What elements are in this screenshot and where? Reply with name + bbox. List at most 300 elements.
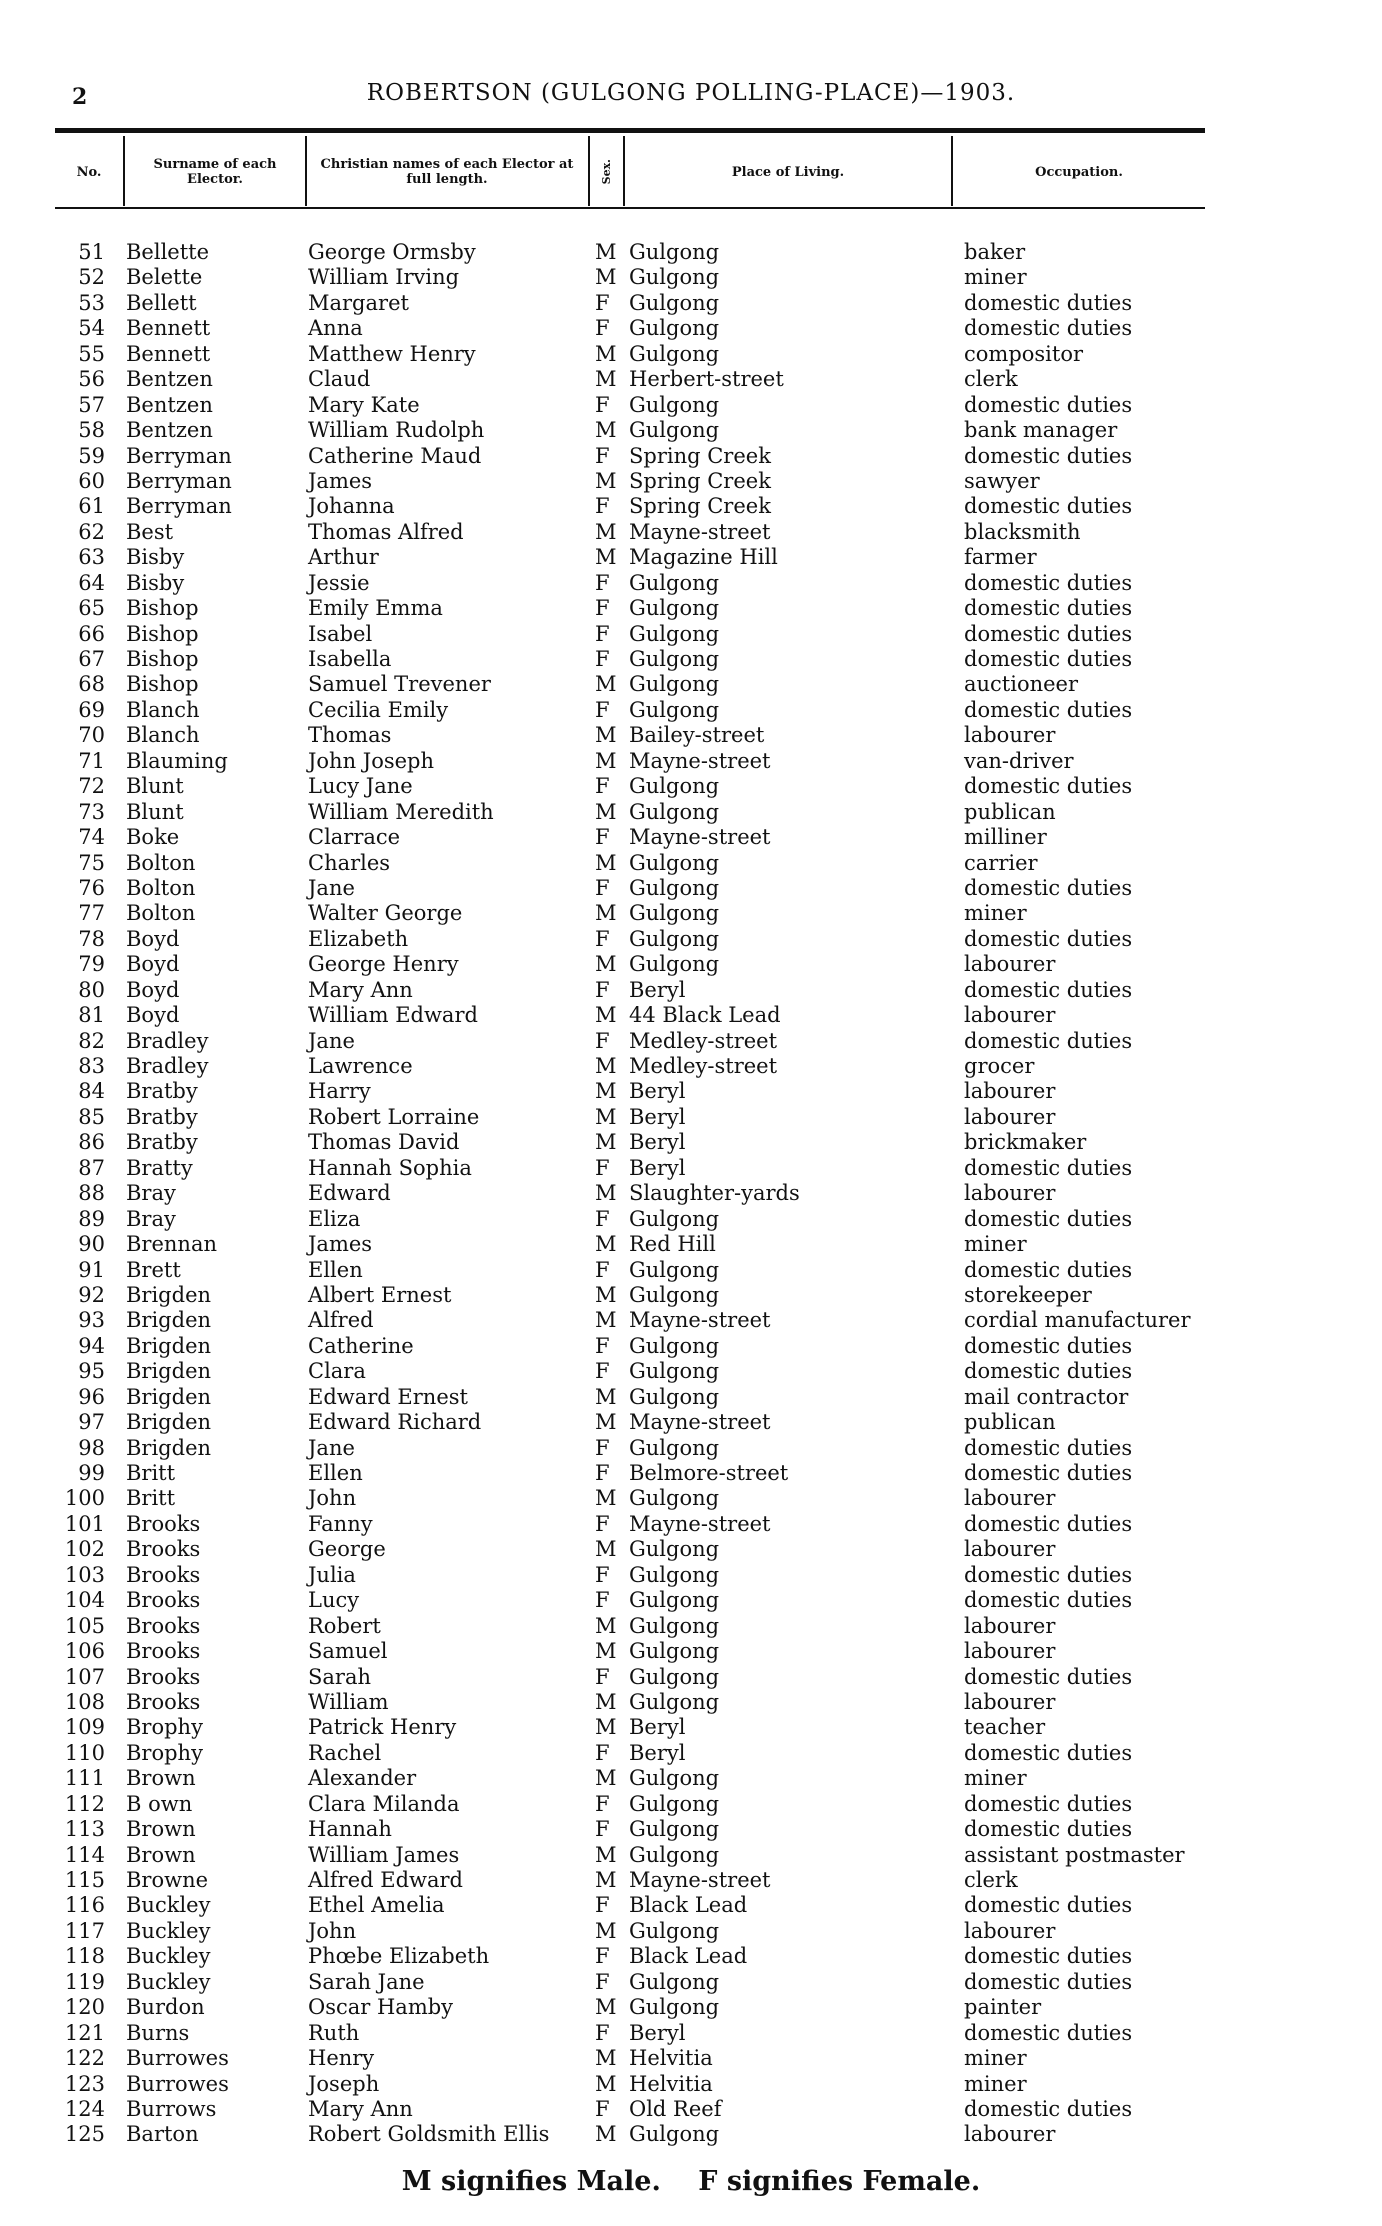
elector-row <box>0 2097 1382 2122</box>
elector-occupation: domestic duties <box>964 1511 1133 1536</box>
elector-surname: Boyd <box>126 926 180 951</box>
elector-number: 70 <box>78 723 105 748</box>
elector-christian-names: Oscar Hamby <box>308 1995 454 2020</box>
column-header-christian: Christian names of each Elector at full length. <box>320 157 574 187</box>
elector-surname: Brophy <box>126 1740 203 1765</box>
elector-number: 119 <box>64 1969 105 1994</box>
elector-occupation: assistant postmaster <box>964 1842 1185 1867</box>
elector-place-of-living: 44 Black Lead <box>629 1003 781 1028</box>
elector-sex: M <box>595 519 617 544</box>
elector-number: 93 <box>78 1308 105 1333</box>
elector-place-of-living: Beryl <box>629 1104 686 1129</box>
elector-christian-names: Arthur <box>308 545 379 570</box>
elector-christian-names: Cecilia Emily <box>308 697 449 722</box>
elector-surname: B own <box>126 1791 193 1816</box>
elector-place-of-living: Gulgong <box>629 1206 720 1231</box>
elector-row <box>0 1893 1382 1918</box>
elector-place-of-living: Gulgong <box>629 1842 720 1867</box>
elector-number: 59 <box>78 443 105 468</box>
elector-place-of-living: Beryl <box>629 1079 686 1104</box>
elector-row <box>0 1690 1382 1715</box>
elector-number: 107 <box>64 1664 105 1689</box>
elector-row <box>0 1029 1382 1054</box>
elector-sex: M <box>595 1410 617 1435</box>
elector-sex: F <box>595 1511 610 1536</box>
elector-place-of-living: Mayne-street <box>629 1308 771 1333</box>
elector-occupation: domestic duties <box>964 774 1133 799</box>
elector-sex: M <box>595 1995 617 2020</box>
elector-place-of-living: Red Hill <box>629 1232 716 1257</box>
elector-christian-names: Alexander <box>308 1766 417 1791</box>
elector-place-of-living: Gulgong <box>629 875 720 900</box>
elector-christian-names: George Henry <box>308 952 459 977</box>
elector-row <box>0 723 1382 748</box>
elector-row <box>0 1207 1382 1232</box>
elector-number: 123 <box>64 2071 105 2096</box>
elector-row <box>0 367 1382 392</box>
elector-place-of-living: Gulgong <box>629 926 720 951</box>
elector-occupation: labourer <box>964 1639 1056 1664</box>
elector-row <box>0 342 1382 367</box>
elector-sex: F <box>595 825 610 850</box>
elector-surname: Brooks <box>126 1511 201 1536</box>
elector-sex: F <box>595 570 610 595</box>
elector-christian-names: Clara Milanda <box>308 1791 460 1816</box>
elector-christian-names: Catherine Maud <box>308 443 482 468</box>
elector-christian-names: Samuel <box>308 1639 388 1664</box>
elector-christian-names: Patrick Henry <box>308 1715 457 1740</box>
elector-surname: Bellett <box>126 290 197 315</box>
elector-sex: M <box>595 850 617 875</box>
elector-surname: Buckley <box>126 1893 211 1918</box>
elector-number: 109 <box>64 1715 105 1740</box>
elector-occupation: baker <box>964 240 1026 264</box>
elector-place-of-living: Gulgong <box>629 1435 720 1460</box>
elector-sex: M <box>595 240 617 264</box>
elector-sex: F <box>595 1740 610 1765</box>
elector-surname: Berryman <box>126 443 232 468</box>
elector-surname: Britt <box>126 1486 176 1511</box>
elector-occupation: labourer <box>964 723 1056 748</box>
elector-surname: Bradley <box>126 1054 209 1078</box>
elector-number: 76 <box>78 875 105 900</box>
elector-row <box>0 1919 1382 1944</box>
elector-christian-names: Samuel Trevener <box>308 672 491 697</box>
elector-place-of-living: Mayne-street <box>629 1868 771 1892</box>
elector-sex: M <box>595 1130 617 1155</box>
elector-occupation: publican <box>964 799 1056 824</box>
elector-sex: F <box>595 1359 610 1384</box>
elector-surname: Bratby <box>126 1104 198 1129</box>
elector-surname: Bentzen <box>126 418 213 443</box>
elector-row <box>0 316 1382 341</box>
elector-christian-names: Ellen <box>308 1461 363 1485</box>
elector-occupation: grocer <box>964 1054 1035 1078</box>
elector-occupation: blacksmith <box>964 519 1081 544</box>
elector-row <box>0 1588 1382 1613</box>
elector-row <box>0 1461 1382 1486</box>
elector-place-of-living: Black Lead <box>629 1944 748 1969</box>
column-header-place: Place of Living. <box>731 164 845 180</box>
elector-surname: Bishop <box>126 596 199 621</box>
elector-sex: F <box>595 1893 610 1918</box>
legend-female: F signifies Female. <box>698 2166 981 2197</box>
elector-occupation: domestic duties <box>964 1791 1133 1816</box>
elector-sex: M <box>595 1689 617 1714</box>
elector-place-of-living: Gulgong <box>629 596 720 621</box>
elector-surname: Brigden <box>126 1359 212 1384</box>
elector-sex: F <box>595 1333 610 1358</box>
elector-surname: Bratby <box>126 1130 198 1155</box>
elector-number: 96 <box>78 1384 105 1409</box>
elector-row <box>0 1944 1382 1969</box>
elector-row <box>0 240 1382 265</box>
elector-row <box>0 901 1382 926</box>
elector-occupation: labourer <box>964 2122 1056 2147</box>
page-title: ROBERTSON (GULGONG POLLING-PLACE)—1903. <box>366 80 1016 106</box>
elector-surname: Boyd <box>126 952 180 977</box>
column-header-no: No. <box>76 164 102 180</box>
elector-row <box>0 851 1382 876</box>
elector-sex: M <box>595 672 617 697</box>
elector-number: 99 <box>78 1461 105 1485</box>
elector-place-of-living: Beryl <box>629 1740 686 1765</box>
elector-surname: Bratty <box>126 1155 193 1180</box>
elector-christian-names: Claud <box>308 367 371 392</box>
elector-number: 94 <box>78 1333 105 1358</box>
elector-christian-names: Johanna <box>308 494 395 519</box>
elector-sex: M <box>595 265 617 290</box>
elector-christian-names: Jane <box>308 875 355 900</box>
elector-occupation: domestic duties <box>964 1359 1133 1384</box>
elector-sex: M <box>595 1537 617 1562</box>
elector-number: 103 <box>64 1562 105 1587</box>
elector-surname: Bray <box>126 1181 176 1206</box>
elector-row <box>0 1359 1382 1384</box>
elector-christian-names: Edward Ernest <box>308 1384 468 1409</box>
elector-number: 95 <box>78 1359 105 1384</box>
elector-christian-names: George Ormsby <box>308 240 476 264</box>
elector-occupation: miner <box>964 265 1027 290</box>
elector-place-of-living: Gulgong <box>629 341 720 366</box>
elector-occupation: domestic duties <box>964 1257 1133 1282</box>
elector-surname: Bradley <box>126 1028 209 1053</box>
elector-place-of-living: Mayne-street <box>629 748 771 773</box>
elector-christian-names: James <box>308 468 373 493</box>
elector-number: 106 <box>64 1639 105 1664</box>
elector-occupation: labourer <box>964 1613 1056 1638</box>
elector-surname: Bellette <box>126 240 210 264</box>
elector-christian-names: Albert Ernest <box>308 1282 452 1307</box>
elector-row <box>0 1486 1382 1511</box>
elector-number: 104 <box>64 1588 105 1613</box>
elector-row <box>0 774 1382 799</box>
elector-occupation: farmer <box>964 545 1037 570</box>
elector-number: 83 <box>78 1054 105 1078</box>
elector-row <box>0 672 1382 697</box>
elector-row <box>0 876 1382 901</box>
elector-occupation: domestic duties <box>964 1028 1133 1053</box>
elector-number: 55 <box>78 341 105 366</box>
page-number: 2 <box>72 84 88 110</box>
elector-number: 88 <box>78 1181 105 1206</box>
elector-place-of-living: Gulgong <box>629 1817 720 1842</box>
elector-place-of-living: Gulgong <box>629 774 720 799</box>
elector-occupation: miner <box>964 2071 1027 2096</box>
elector-occupation: domestic duties <box>964 494 1133 519</box>
elector-surname: Berryman <box>126 494 232 519</box>
elector-surname: Brennan <box>126 1232 217 1257</box>
elector-row <box>0 1614 1382 1639</box>
elector-surname: Brooks <box>126 1588 201 1613</box>
elector-surname: Bishop <box>126 672 199 697</box>
elector-place-of-living: Spring Creek <box>629 494 771 519</box>
elector-occupation: miner <box>964 1766 1027 1791</box>
elector-place-of-living: Mayne-street <box>629 825 771 850</box>
elector-surname: Brooks <box>126 1537 201 1562</box>
elector-sex: F <box>595 316 610 341</box>
elector-surname: Burns <box>126 2020 190 2045</box>
elector-occupation: labourer <box>964 952 1056 977</box>
elector-christian-names: Ethel Amelia <box>308 1893 445 1918</box>
elector-christian-names: Charles <box>308 850 391 875</box>
elector-christian-names: John <box>308 1486 357 1511</box>
elector-number: 89 <box>78 1206 105 1231</box>
elector-place-of-living: Medley-street <box>629 1028 778 1053</box>
elector-row <box>0 622 1382 647</box>
elector-christian-names: William Rudolph <box>308 418 485 443</box>
elector-place-of-living: Bailey-street <box>629 723 765 748</box>
elector-surname: Brown <box>126 1817 196 1842</box>
elector-sex: F <box>595 494 610 519</box>
elector-number: 53 <box>78 290 105 315</box>
elector-sex: F <box>595 290 610 315</box>
elector-row <box>0 1843 1382 1868</box>
elector-list <box>0 240 1382 2148</box>
elector-row <box>0 1512 1382 1537</box>
elector-occupation: domestic duties <box>964 290 1133 315</box>
elector-occupation: labourer <box>964 1918 1056 1943</box>
elector-sex: M <box>595 1384 617 1409</box>
elector-sex: M <box>595 723 617 748</box>
elector-row <box>0 927 1382 952</box>
elector-occupation: domestic duties <box>964 596 1133 621</box>
elector-row <box>0 1436 1382 1461</box>
elector-occupation: domestic duties <box>964 1893 1133 1918</box>
elector-occupation: brickmaker <box>964 1130 1087 1155</box>
elector-row <box>0 749 1382 774</box>
elector-number: 90 <box>78 1232 105 1257</box>
elector-row <box>0 1792 1382 1817</box>
elector-number: 81 <box>78 1003 105 1028</box>
elector-occupation: domestic duties <box>964 1562 1133 1587</box>
column-header-sex <box>590 140 622 204</box>
elector-christian-names: Anna <box>308 316 363 341</box>
elector-surname: Boyd <box>126 1003 180 1028</box>
elector-number: 80 <box>78 977 105 1002</box>
elector-surname: Buckley <box>126 1969 211 1994</box>
elector-sex: F <box>595 1791 610 1816</box>
elector-sex: M <box>595 1613 617 1638</box>
elector-number: 57 <box>78 392 105 417</box>
elector-place-of-living: Herbert-street <box>629 367 784 392</box>
elector-row <box>0 800 1382 825</box>
elector-number: 61 <box>78 494 105 519</box>
elector-christian-names: Jane <box>308 1435 355 1460</box>
elector-sex: F <box>595 926 610 951</box>
elector-number: 101 <box>64 1511 105 1536</box>
elector-christian-names: Mary Kate <box>308 392 420 417</box>
elector-sex: M <box>595 1181 617 1206</box>
elector-occupation: labourer <box>964 1537 1056 1562</box>
elector-christian-names: Clara <box>308 1359 366 1384</box>
elector-christian-names: Julia <box>308 1562 356 1587</box>
elector-surname: Buckley <box>126 1944 211 1969</box>
elector-number: 120 <box>64 1995 105 2020</box>
elector-row <box>0 1868 1382 1893</box>
elector-place-of-living: Spring Creek <box>629 468 771 493</box>
elector-sex: M <box>595 468 617 493</box>
elector-row <box>0 393 1382 418</box>
elector-row <box>0 1817 1382 1842</box>
elector-surname: Blauming <box>126 748 228 773</box>
elector-row <box>0 1970 1382 1995</box>
elector-place-of-living: Mayne-street <box>629 1410 771 1435</box>
elector-number: 78 <box>78 926 105 951</box>
elector-place-of-living: Beryl <box>629 2020 686 2045</box>
elector-place-of-living: Gulgong <box>629 418 720 443</box>
elector-christian-names: Sarah <box>308 1664 371 1689</box>
elector-place-of-living: Gulgong <box>629 952 720 977</box>
elector-row <box>0 1181 1382 1206</box>
elector-place-of-living: Gulgong <box>629 1384 720 1409</box>
elector-surname: Burrowes <box>126 2071 229 2096</box>
elector-number: 84 <box>78 1079 105 1104</box>
elector-place-of-living: Gulgong <box>629 1689 720 1714</box>
elector-number: 86 <box>78 1130 105 1155</box>
elector-number: 63 <box>78 545 105 570</box>
elector-christian-names: Harry <box>308 1079 371 1104</box>
elector-sex: F <box>595 1944 610 1969</box>
legend <box>0 2166 1382 2197</box>
elector-number: 115 <box>64 1868 105 1892</box>
elector-christian-names: Hannah <box>308 1817 392 1842</box>
elector-row <box>0 1537 1382 1562</box>
elector-row <box>0 1308 1382 1333</box>
elector-christian-names: William James <box>308 1842 460 1867</box>
elector-number: 112 <box>64 1791 105 1816</box>
elector-christian-names: Emily Emma <box>308 596 443 621</box>
elector-surname: Blunt <box>126 774 184 799</box>
elector-christian-names: Clarrace <box>308 825 401 850</box>
elector-surname: Bisby <box>126 570 185 595</box>
elector-number: 122 <box>64 2046 105 2071</box>
elector-christian-names: Joseph <box>308 2071 380 2096</box>
elector-occupation: labourer <box>964 1079 1056 1104</box>
elector-occupation: labourer <box>964 1104 1056 1129</box>
elector-number: 97 <box>78 1410 105 1435</box>
elector-occupation: domestic duties <box>964 697 1133 722</box>
elector-number: 74 <box>78 825 105 850</box>
elector-occupation: mail contractor <box>964 1384 1129 1409</box>
elector-sex: F <box>595 1155 610 1180</box>
elector-occupation: domestic duties <box>964 1588 1133 1613</box>
elector-place-of-living: Gulgong <box>629 1664 720 1689</box>
elector-sex: F <box>595 2020 610 2045</box>
elector-number: 118 <box>64 1944 105 1969</box>
elector-sex: M <box>595 2122 617 2147</box>
header-rule-bottom <box>55 207 1205 209</box>
elector-place-of-living: Gulgong <box>629 1359 720 1384</box>
elector-surname: Barton <box>126 2122 199 2147</box>
elector-occupation: domestic duties <box>964 316 1133 341</box>
elector-christian-names: William Edward <box>308 1003 478 1028</box>
elector-surname: Buckley <box>126 1918 211 1943</box>
elector-row <box>0 1665 1382 1690</box>
elector-place-of-living: Gulgong <box>629 1282 720 1307</box>
elector-place-of-living: Gulgong <box>629 621 720 646</box>
elector-row <box>0 265 1382 290</box>
elector-occupation: miner <box>964 901 1027 926</box>
elector-surname: Brooks <box>126 1689 201 1714</box>
elector-occupation: sawyer <box>964 468 1040 493</box>
elector-occupation: domestic duties <box>964 392 1133 417</box>
elector-surname: Berryman <box>126 468 232 493</box>
elector-place-of-living: Gulgong <box>629 1918 720 1943</box>
elector-occupation: domestic duties <box>964 570 1133 595</box>
elector-christian-names: Lucy <box>308 1588 360 1613</box>
elector-place-of-living: Gulgong <box>629 672 720 697</box>
elector-row <box>0 952 1382 977</box>
elector-occupation: domestic duties <box>964 1740 1133 1765</box>
elector-christian-names: Edward Richard <box>308 1410 482 1435</box>
elector-number: 72 <box>78 774 105 799</box>
elector-number: 82 <box>78 1028 105 1053</box>
elector-row <box>0 545 1382 570</box>
elector-sex: M <box>595 1079 617 1104</box>
elector-surname: Best <box>126 519 174 544</box>
elector-number: 71 <box>78 748 105 773</box>
elector-row <box>0 2072 1382 2097</box>
elector-surname: Bratby <box>126 1079 198 1104</box>
elector-surname: Brooks <box>126 1639 201 1664</box>
elector-place-of-living: Gulgong <box>629 697 720 722</box>
elector-christian-names: Rachel <box>308 1740 382 1765</box>
elector-surname: Blanch <box>126 697 200 722</box>
elector-row <box>0 1283 1382 1308</box>
elector-occupation: domestic duties <box>964 1969 1133 1994</box>
elector-place-of-living: Beryl <box>629 1715 686 1740</box>
elector-number: 65 <box>78 596 105 621</box>
elector-number: 92 <box>78 1282 105 1307</box>
elector-christian-names: Matthew Henry <box>308 341 476 366</box>
elector-occupation: domestic duties <box>964 1664 1133 1689</box>
elector-place-of-living: Gulgong <box>629 316 720 341</box>
elector-place-of-living: Gulgong <box>629 392 720 417</box>
elector-occupation: auctioneer <box>964 672 1079 697</box>
elector-row <box>0 825 1382 850</box>
elector-row <box>0 1054 1382 1079</box>
elector-christian-names: Isabel <box>308 621 373 646</box>
elector-row <box>0 1003 1382 1028</box>
elector-surname: Belette <box>126 265 203 290</box>
elector-sex: F <box>595 647 610 671</box>
elector-sex: F <box>595 1028 610 1053</box>
elector-number: 62 <box>78 519 105 544</box>
elector-occupation: carrier <box>964 850 1038 875</box>
elector-sex: M <box>595 341 617 366</box>
elector-row <box>0 444 1382 469</box>
